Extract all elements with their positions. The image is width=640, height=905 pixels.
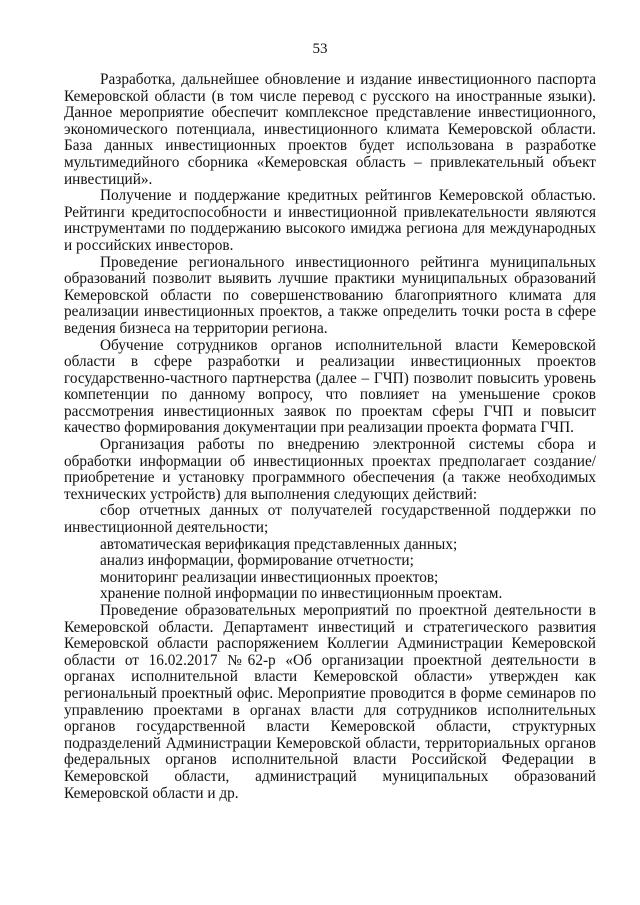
page-number: 53	[312, 41, 328, 57]
list-item-verification: автоматическая верификация представленных данных;	[100, 535, 458, 553]
paragraph-ppp-training: Обучение сотрудников органов исполнительной власти Кемеровской области в сфере разработки и реализации инвестиционных проектов государственно-частного партнерства (далее – ГЧП) позволит повысить уровень компетенции по данному вопросу, что повлияет на уменьшение сроков рассмотрения инвестиционных заявок по проектам сферы ГЧП и повысит качество формирования документации при реализации проекта формата ГЧП.	[64, 336, 596, 437]
list-item-data-collection: сбор отчетных данных от получателей государственной поддержки по инвестиционной деятельности;	[64, 502, 596, 537]
paragraph-electronic-system: Организация работы по внедрению электронной системы сбора и обработки информации об инвестиционных проектах предполагает создание/приобретение и установку программного обеспечения (а также необходимых технических устройств) для выполнения следующих действий:	[64, 436, 596, 503]
paragraph-project-education: Проведение образовательных мероприятий по проектной деятельности в Кемеровской области. Департамент инвестиций и стратегического развития Кемеровской области распоряжением Коллегии Администрации Кемеровской области от 16.02.2017 №62-р «Об организации проектной деятельности в органах исполнительной власти Кемеровской области» утвержден как региональный проектный офис. Мероприятие проводится в форме семинаров по управлению проектами в органах власти для сотрудников исполнительных органов государственной власти Кемеровской области, структурных подразделений Администрации Кемеровской области, территориальных органов федеральных органов исполнительной власти Российской Федерации в Кемеровской области, администраций муниципальных образований Кемеровской области и др.	[64, 602, 596, 802]
document-body	[64, 72, 596, 802]
list-item-storage: хранение полной информации по инвестиционным проектам.	[100, 585, 503, 603]
paragraph-credit-ratings: Получение и поддержание кредитных рейтингов Кемеровской областью. Рейтинги кредитоспособности и инвестиционной привлекательности являются инструментами по поддержанию высокого имиджа региона для международных и российских инвесторов.	[64, 187, 596, 254]
list-item-analysis: анализ информации, формирование отчетности;	[100, 552, 414, 570]
paragraph-municipal-rating: Проведение регионального инвестиционного рейтинга муниципальных образований позволит выявить лучшие практики муниципальных образований Кемеровской области по совершенствованию благоприятного климата для реализации инвестиционных проектов, а также определить точки роста в сфере ведения бизнеса на территории региона.	[64, 253, 596, 337]
paragraph-investment-passport: Разработка, дальнейшее обновление и издание инвестиционного паспорта Кемеровской области (в том числе перевод с русского на иностранные языки). Данное мероприятие обеспечит комплексное представление инвестиционного, экономического потенциала, инвестиционного климата Кемеровской области. База данных инвестиционных проектов будет использована в разработке мультимедийного сборника «Кемеровская область – привлекательный объект инвестиций».	[64, 71, 596, 188]
list-item-monitoring: мониторинг реализации инвестиционных проектов;	[100, 568, 439, 586]
